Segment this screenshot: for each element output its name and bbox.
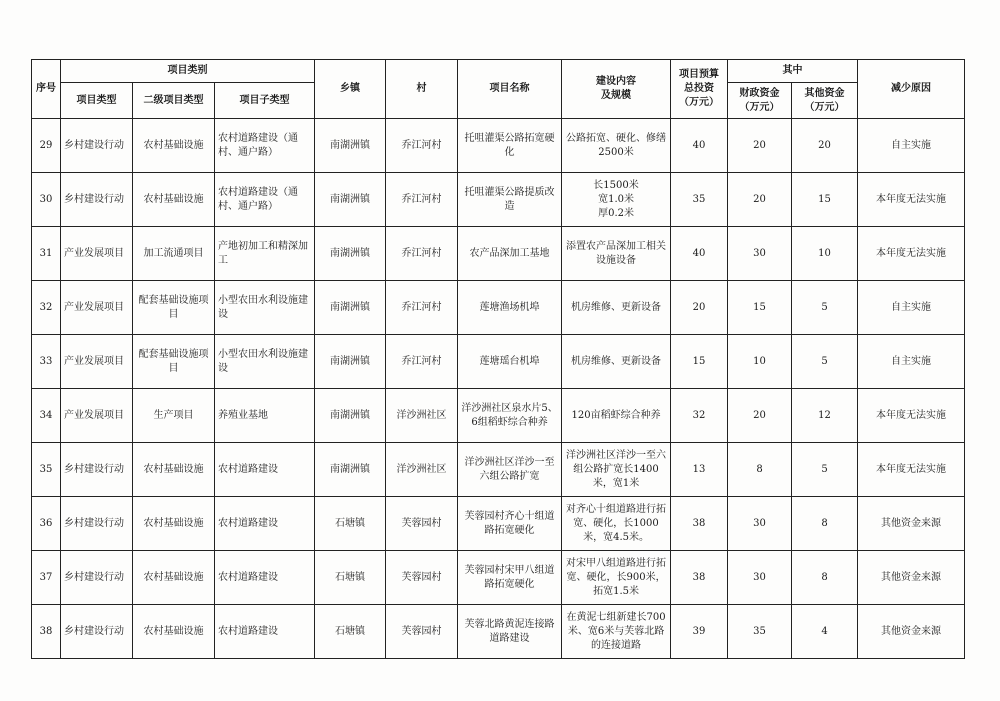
cell-other: 8: [792, 551, 858, 605]
cell-content: 长1500米 宽1.0米 厚0.2米: [562, 173, 671, 227]
table-row: [32, 389, 965, 443]
cell-fiscal: 20: [728, 119, 792, 173]
cell-content: 120亩稻虾综合种养: [562, 389, 671, 443]
header-budget: 项目预算 总投资 （万元）: [671, 60, 728, 119]
table-row: [32, 119, 965, 173]
cell-reason: 本年度无法实施: [858, 227, 965, 281]
cell-name: 芙蓉园村齐心十组道路拓宽硬化: [458, 497, 562, 551]
cell-town: 南湖洲镇: [315, 389, 386, 443]
header-other: 其他资金 （万元）: [792, 83, 858, 119]
cell-other: 20: [792, 119, 858, 173]
cell-name: 芙蓉北路黄泥连接路道路建设: [458, 605, 562, 659]
cell-name: 托咀灌渠公路拓宽硬化: [458, 119, 562, 173]
header-among: 其中: [728, 60, 858, 83]
cell-village: 芙蓉园村: [386, 497, 458, 551]
cell-other: 8: [792, 497, 858, 551]
header-subtype: 项目子类型: [215, 83, 315, 119]
header-fiscal: 财政资金 （万元）: [728, 83, 792, 119]
header-content: 建设内容 及规模: [562, 60, 671, 119]
cell-type: 乡村建设行动: [61, 173, 133, 227]
cell-sub2: 农村基础设施: [133, 173, 215, 227]
cell-type: 产业发展项目: [61, 281, 133, 335]
cell-other: 5: [792, 443, 858, 497]
cell-sub2: 配套基础设施项目: [133, 281, 215, 335]
cell-no: 32: [32, 281, 61, 335]
cell-type: 产业发展项目: [61, 389, 133, 443]
cell-content: 在黄泥七组新建长700米、宽6米与芙蓉北路的连接道路: [562, 605, 671, 659]
cell-village: 洋沙洲社区: [386, 389, 458, 443]
cell-subtype: 农村道路建设（通村、通户路）: [215, 119, 315, 173]
cell-type: 乡村建设行动: [61, 605, 133, 659]
cell-content: 洋沙洲社区洋沙一至六组公路扩宽长1400米，宽1米: [562, 443, 671, 497]
cell-sub2: 农村基础设施: [133, 605, 215, 659]
cell-name: 托咀灌渠公路提质改造: [458, 173, 562, 227]
cell-sub2: 农村基础设施: [133, 497, 215, 551]
table-row: [32, 497, 965, 551]
cell-subtype: 农村道路建设: [215, 497, 315, 551]
cell-reason: 其他资金来源: [858, 605, 965, 659]
cell-town: 南湖洲镇: [315, 227, 386, 281]
cell-village: 乔江河村: [386, 227, 458, 281]
cell-reason: 自主实施: [858, 119, 965, 173]
cell-reason: 其他资金来源: [858, 551, 965, 605]
header-town: 乡镇: [315, 60, 386, 119]
cell-budget: 40: [671, 227, 728, 281]
cell-name: 莲塘渔场机埠: [458, 281, 562, 335]
cell-sub2: 生产项目: [133, 389, 215, 443]
cell-reason: 自主实施: [858, 335, 965, 389]
cell-town: 南湖洲镇: [315, 281, 386, 335]
cell-name: 莲塘瑶台机埠: [458, 335, 562, 389]
table-row: [32, 605, 965, 659]
header-type: 项目类型: [61, 83, 133, 119]
cell-village: 芙蓉园村: [386, 605, 458, 659]
cell-reason: 本年度无法实施: [858, 389, 965, 443]
cell-town: 南湖洲镇: [315, 119, 386, 173]
cell-no: 35: [32, 443, 61, 497]
project-table: [31, 59, 965, 659]
cell-subtype: 农村道路建设: [215, 443, 315, 497]
cell-village: 乔江河村: [386, 335, 458, 389]
header-reason: 减少原因: [858, 60, 965, 119]
cell-budget: 38: [671, 551, 728, 605]
cell-budget: 20: [671, 281, 728, 335]
cell-other: 10: [792, 227, 858, 281]
header-category: 项目类别: [61, 60, 315, 83]
cell-no: 31: [32, 227, 61, 281]
cell-subtype: 小型农田水利设施建设: [215, 335, 315, 389]
cell-town: 石塘镇: [315, 605, 386, 659]
cell-type: 产业发展项目: [61, 335, 133, 389]
cell-other: 5: [792, 335, 858, 389]
cell-no: 30: [32, 173, 61, 227]
cell-fiscal: 30: [728, 497, 792, 551]
cell-no: 34: [32, 389, 61, 443]
cell-content: 对齐心十组道路进行拓宽、硬化，长1000米，宽4.5米。: [562, 497, 671, 551]
cell-town: 南湖洲镇: [315, 443, 386, 497]
cell-subtype: 产地初加工和精深加工: [215, 227, 315, 281]
cell-sub2: 农村基础设施: [133, 443, 215, 497]
cell-reason: 本年度无法实施: [858, 173, 965, 227]
header-sub2: 二级项目类型: [133, 83, 215, 119]
cell-subtype: 农村道路建设: [215, 551, 315, 605]
cell-content: 公路拓宽、硬化、修缮2500米: [562, 119, 671, 173]
table-row: [32, 551, 965, 605]
cell-other: 4: [792, 605, 858, 659]
cell-fiscal: 30: [728, 551, 792, 605]
cell-no: 37: [32, 551, 61, 605]
cell-sub2: 农村基础设施: [133, 551, 215, 605]
cell-village: 乔江河村: [386, 173, 458, 227]
cell-content: 对宋甲八组道路进行拓宽、硬化，长900米，拓宽1.5米: [562, 551, 671, 605]
cell-subtype: 农村道路建设: [215, 605, 315, 659]
cell-subtype: 小型农田水利设施建设: [215, 281, 315, 335]
table-row: [32, 281, 965, 335]
cell-name: 芙蓉园村宋甲八组道路拓宽硬化: [458, 551, 562, 605]
cell-village: 乔江河村: [386, 281, 458, 335]
cell-other: 15: [792, 173, 858, 227]
cell-type: 乡村建设行动: [61, 443, 133, 497]
cell-sub2: 配套基础设施项目: [133, 335, 215, 389]
cell-sub2: 农村基础设施: [133, 119, 215, 173]
cell-village: 芙蓉园村: [386, 551, 458, 605]
cell-type: 产业发展项目: [61, 227, 133, 281]
cell-town: 石塘镇: [315, 497, 386, 551]
cell-budget: 40: [671, 119, 728, 173]
cell-fiscal: 8: [728, 443, 792, 497]
cell-type: 乡村建设行动: [61, 551, 133, 605]
cell-town: 南湖洲镇: [315, 173, 386, 227]
cell-reason: 自主实施: [858, 281, 965, 335]
cell-fiscal: 15: [728, 281, 792, 335]
cell-fiscal: 35: [728, 605, 792, 659]
cell-no: 29: [32, 119, 61, 173]
table-row: [32, 443, 965, 497]
cell-name: 农产品深加工基地: [458, 227, 562, 281]
cell-other: 12: [792, 389, 858, 443]
cell-fiscal: 20: [728, 173, 792, 227]
cell-budget: 38: [671, 497, 728, 551]
cell-budget: 35: [671, 173, 728, 227]
cell-subtype: 养殖业基地: [215, 389, 315, 443]
cell-budget: 32: [671, 389, 728, 443]
table-row: [32, 173, 965, 227]
cell-fiscal: 30: [728, 227, 792, 281]
cell-subtype: 农村道路建设（通村、通户路）: [215, 173, 315, 227]
cell-village: 洋沙洲社区: [386, 443, 458, 497]
cell-name: 洋沙洲社区洋沙一至六组公路扩宽: [458, 443, 562, 497]
header-village: 村: [386, 60, 458, 119]
cell-other: 5: [792, 281, 858, 335]
table-row: [32, 335, 965, 389]
cell-name: 洋沙洲社区泉水片5、6组稻虾综合种养: [458, 389, 562, 443]
cell-budget: 39: [671, 605, 728, 659]
header-no: 序号: [32, 60, 61, 119]
cell-type: 乡村建设行动: [61, 119, 133, 173]
cell-reason: 其他资金来源: [858, 497, 965, 551]
cell-content: 添置农产品深加工相关设施设备: [562, 227, 671, 281]
header-row-top: [32, 60, 965, 83]
cell-no: 33: [32, 335, 61, 389]
cell-village: 乔江河村: [386, 119, 458, 173]
cell-no: 38: [32, 605, 61, 659]
cell-sub2: 加工流通项目: [133, 227, 215, 281]
cell-fiscal: 10: [728, 335, 792, 389]
cell-content: 机房维修、更新设备: [562, 281, 671, 335]
cell-town: 南湖洲镇: [315, 335, 386, 389]
table-row: [32, 227, 965, 281]
cell-town: 石塘镇: [315, 551, 386, 605]
cell-reason: 本年度无法实施: [858, 443, 965, 497]
cell-budget: 13: [671, 443, 728, 497]
header-project-name: 项目名称: [458, 60, 562, 119]
cell-fiscal: 20: [728, 389, 792, 443]
cell-no: 36: [32, 497, 61, 551]
cell-type: 乡村建设行动: [61, 497, 133, 551]
cell-budget: 15: [671, 335, 728, 389]
cell-content: 机房维修、更新设备: [562, 335, 671, 389]
